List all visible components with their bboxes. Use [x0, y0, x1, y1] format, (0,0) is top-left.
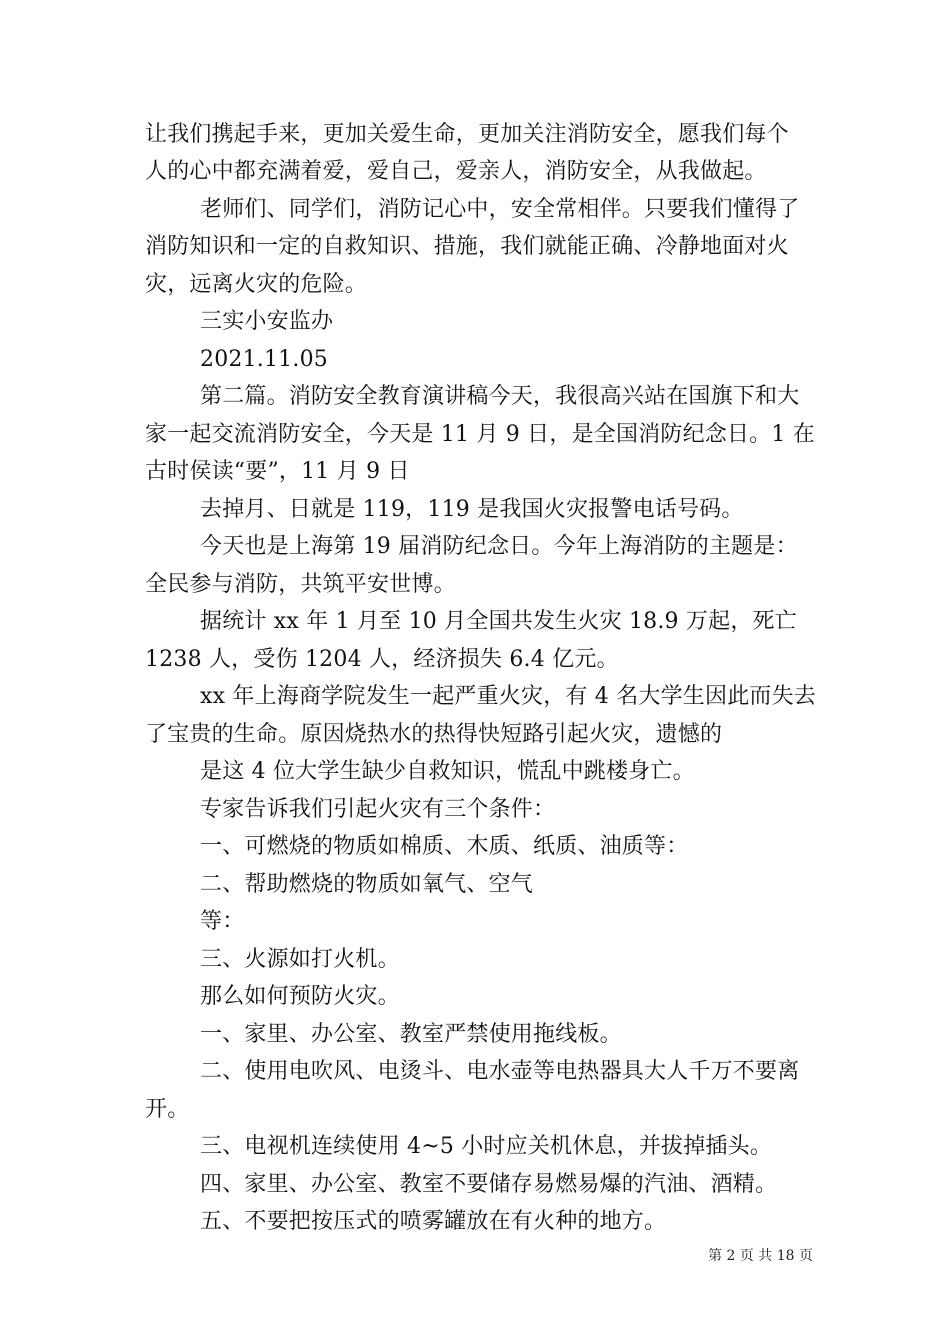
list-item: 二、使用电吹风、电烫斗、电水壶等电热器具大人千万不要离: [200, 1059, 800, 1084]
text-line: 那么如何预防火灾。: [200, 984, 400, 1009]
text-line: 古时侯读“要”，11 月 9 日: [145, 459, 410, 484]
text-line: 是这 4 位大学生缺少自救知识，慌乱中跳楼身亡。: [200, 759, 695, 784]
text-line: 全民参与消防，共筑平安世博。: [145, 572, 456, 597]
date-line: 2021.11.05: [200, 347, 328, 372]
text-line: 去掉月、日就是 119，119 是我国火灾报警电话号码。: [200, 497, 744, 522]
list-item: 四、家里、办公室、教室不要储存易燃易爆的汽油、酒精。: [200, 1172, 778, 1197]
text-line: 第二篇。消防安全教育演讲稿今天，我很高兴站在国旗下和大: [200, 384, 800, 409]
list-item: 一、家里、办公室、教室严禁使用拖线板。: [200, 1022, 622, 1047]
text-line: 让我们携起手来，更加关爱生命，更加关注消防安全，愿我们每个: [145, 122, 789, 147]
list-item: 三、电视机连续使用 4~5 小时应关机休息，并拔掉插头。: [200, 1134, 773, 1159]
text-line: 专家告诉我们引起火灾有三个条件：: [200, 797, 556, 822]
text-line: 老师们、同学们，消防记心中，安全常相伴。只要我们懂得了: [200, 197, 800, 222]
list-item: 一、可燃烧的物质如棉质、木质、纸质、油质等：: [200, 834, 689, 859]
page-number: 第 2 页 共 18 页: [708, 1248, 813, 1264]
text-line: 今天也是上海第 19 届消防纪念日。今年上海消防的主题是：: [200, 534, 798, 559]
text-line: 灾，远离火灾的危险。: [145, 272, 368, 297]
list-item: 二、帮助燃烧的物质如氧气、空气: [200, 872, 534, 897]
text-line: 家一起交流消防安全，今天是 11 月 9 日，是全国消防纪念日。1 在: [145, 422, 815, 447]
text-line: 开。: [145, 1097, 190, 1122]
text-line: 了宝贵的生命。原因烧热水的热得快短路引起火灾，遗憾的: [145, 722, 723, 747]
list-item: 五、不要把按压式的喷雾罐放在有火种的地方。: [200, 1209, 667, 1234]
signature-line: 三实小安监办: [200, 309, 334, 334]
text-line: xx 年上海商学院发生一起严重火灾，有 4 名大学生因此而失去: [200, 684, 816, 709]
text-line: 据统计 xx 年 1 月至 10 月全国共发生火灾 18.9 万起，死亡: [200, 609, 797, 634]
text-line: 等：: [200, 909, 245, 934]
list-item: 三、火源如打火机。: [200, 947, 400, 972]
text-line: 消防知识和一定的自救知识、措施，我们就能正确、冷静地面对火: [145, 234, 789, 259]
text-line: 人的心中都充满着爱，爱自己，爱亲人，消防安全，从我做起。: [145, 159, 767, 184]
text-line: 1238 人，受伤 1204 人，经济损失 6.4 亿元。: [145, 647, 619, 672]
